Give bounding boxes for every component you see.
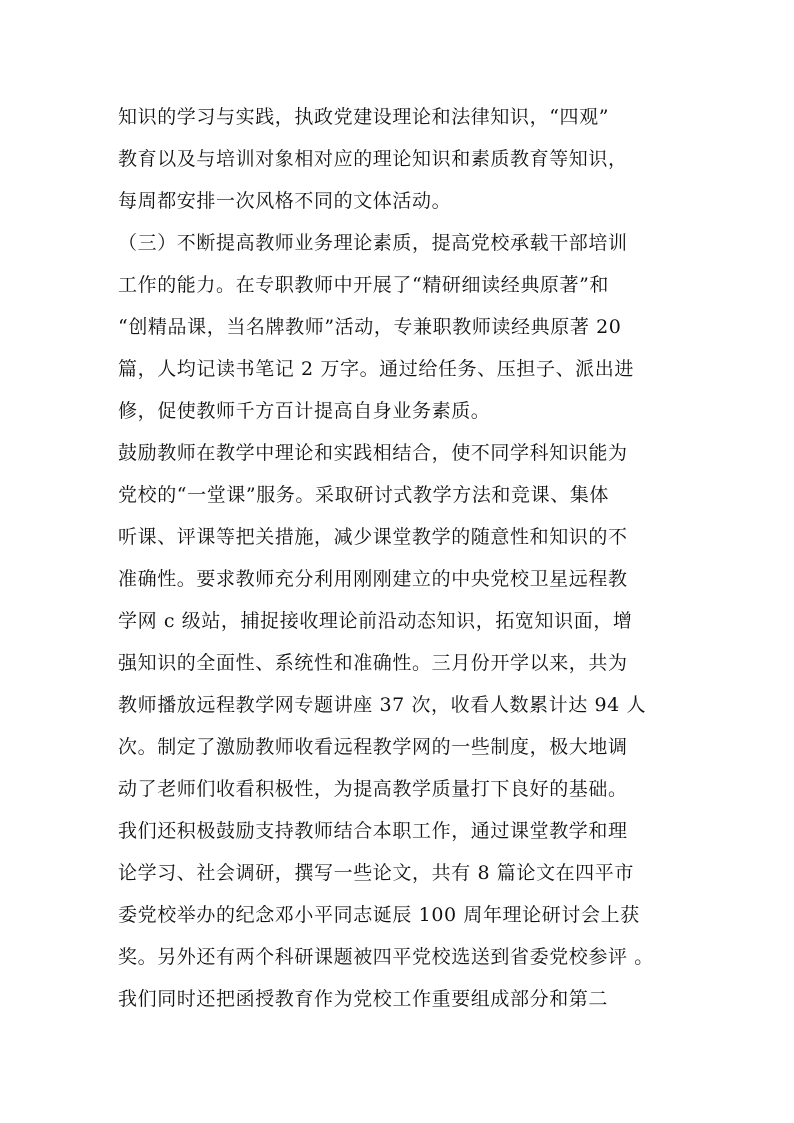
text-line: 准确性。要求教师充分利用刚刚建立的中央党校卫星远程教 <box>118 568 628 590</box>
text-line: 委党校举办的纪念邓小平同志诞辰 100 周年理论研讨会上获 <box>118 904 640 926</box>
text-line: 教师播放远程教学网专题讲座 37 次，收看人数累计达 94 人 <box>118 694 647 716</box>
text-line: 动了老师们收看积极性，为提高教学质量打下良好的基础。 <box>118 778 628 800</box>
text-line: 学网 c 级站，捕捉接收理论前沿动态知识，拓宽知识面，增 <box>118 610 633 632</box>
text-line: 奖。另外还有两个科研课题被四平党校选送到省委党校参评 。 <box>118 946 654 968</box>
text-line: “创精品课，当名牌教师”活动，专兼职教师读经典原著 20 <box>118 316 622 338</box>
text-line: 教育以及与培训对象相对应的理论知识和素质教育等知识， <box>118 148 628 170</box>
text-line: 每周都安排一次风格不同的文体活动。 <box>118 190 452 212</box>
text-line: 知识的学习与实践，执政党建设理论和法律知识，“四观” <box>118 106 610 128</box>
text-line: 听课、评课等把关措施，减少课堂教学的随意性和知识的不 <box>118 526 628 548</box>
text-line: 修，促使教师千方百计提高自身业务素质。 <box>118 400 491 422</box>
text-line: （三）不断提高教师业务理论素质，提高党校承载干部培训 <box>118 232 628 254</box>
text-line: 鼓励教师在教学中理论和实践相结合，使不同学科知识能为 <box>118 442 628 464</box>
text-line: 篇，人均记读书笔记 2 万字。通过给任务、压担子、派出进 <box>118 358 634 380</box>
text-line: 党校的“一堂课”服务。采取研讨式教学方法和竞课、集体 <box>118 484 610 506</box>
text-line: 论学习、社会调研，撰写一些论文，共有 8 篇论文在四平市 <box>118 862 634 884</box>
text-line: 强知识的全面性、系统性和准确性。三月份开学以来，共为 <box>118 652 628 674</box>
text-line: 次。制定了激励教师收看远程教学网的一些制度，极大地调 <box>118 736 628 758</box>
text-line: 我们同时还把函授教育作为党校工作重要组成部分和第二 <box>118 988 609 1010</box>
text-line: 我们还积极鼓励支持教师结合本职工作，通过课堂教学和理 <box>118 820 628 842</box>
text-line: 工作的能力。在专职教师中开展了“精研细读经典原著”和 <box>118 274 610 296</box>
